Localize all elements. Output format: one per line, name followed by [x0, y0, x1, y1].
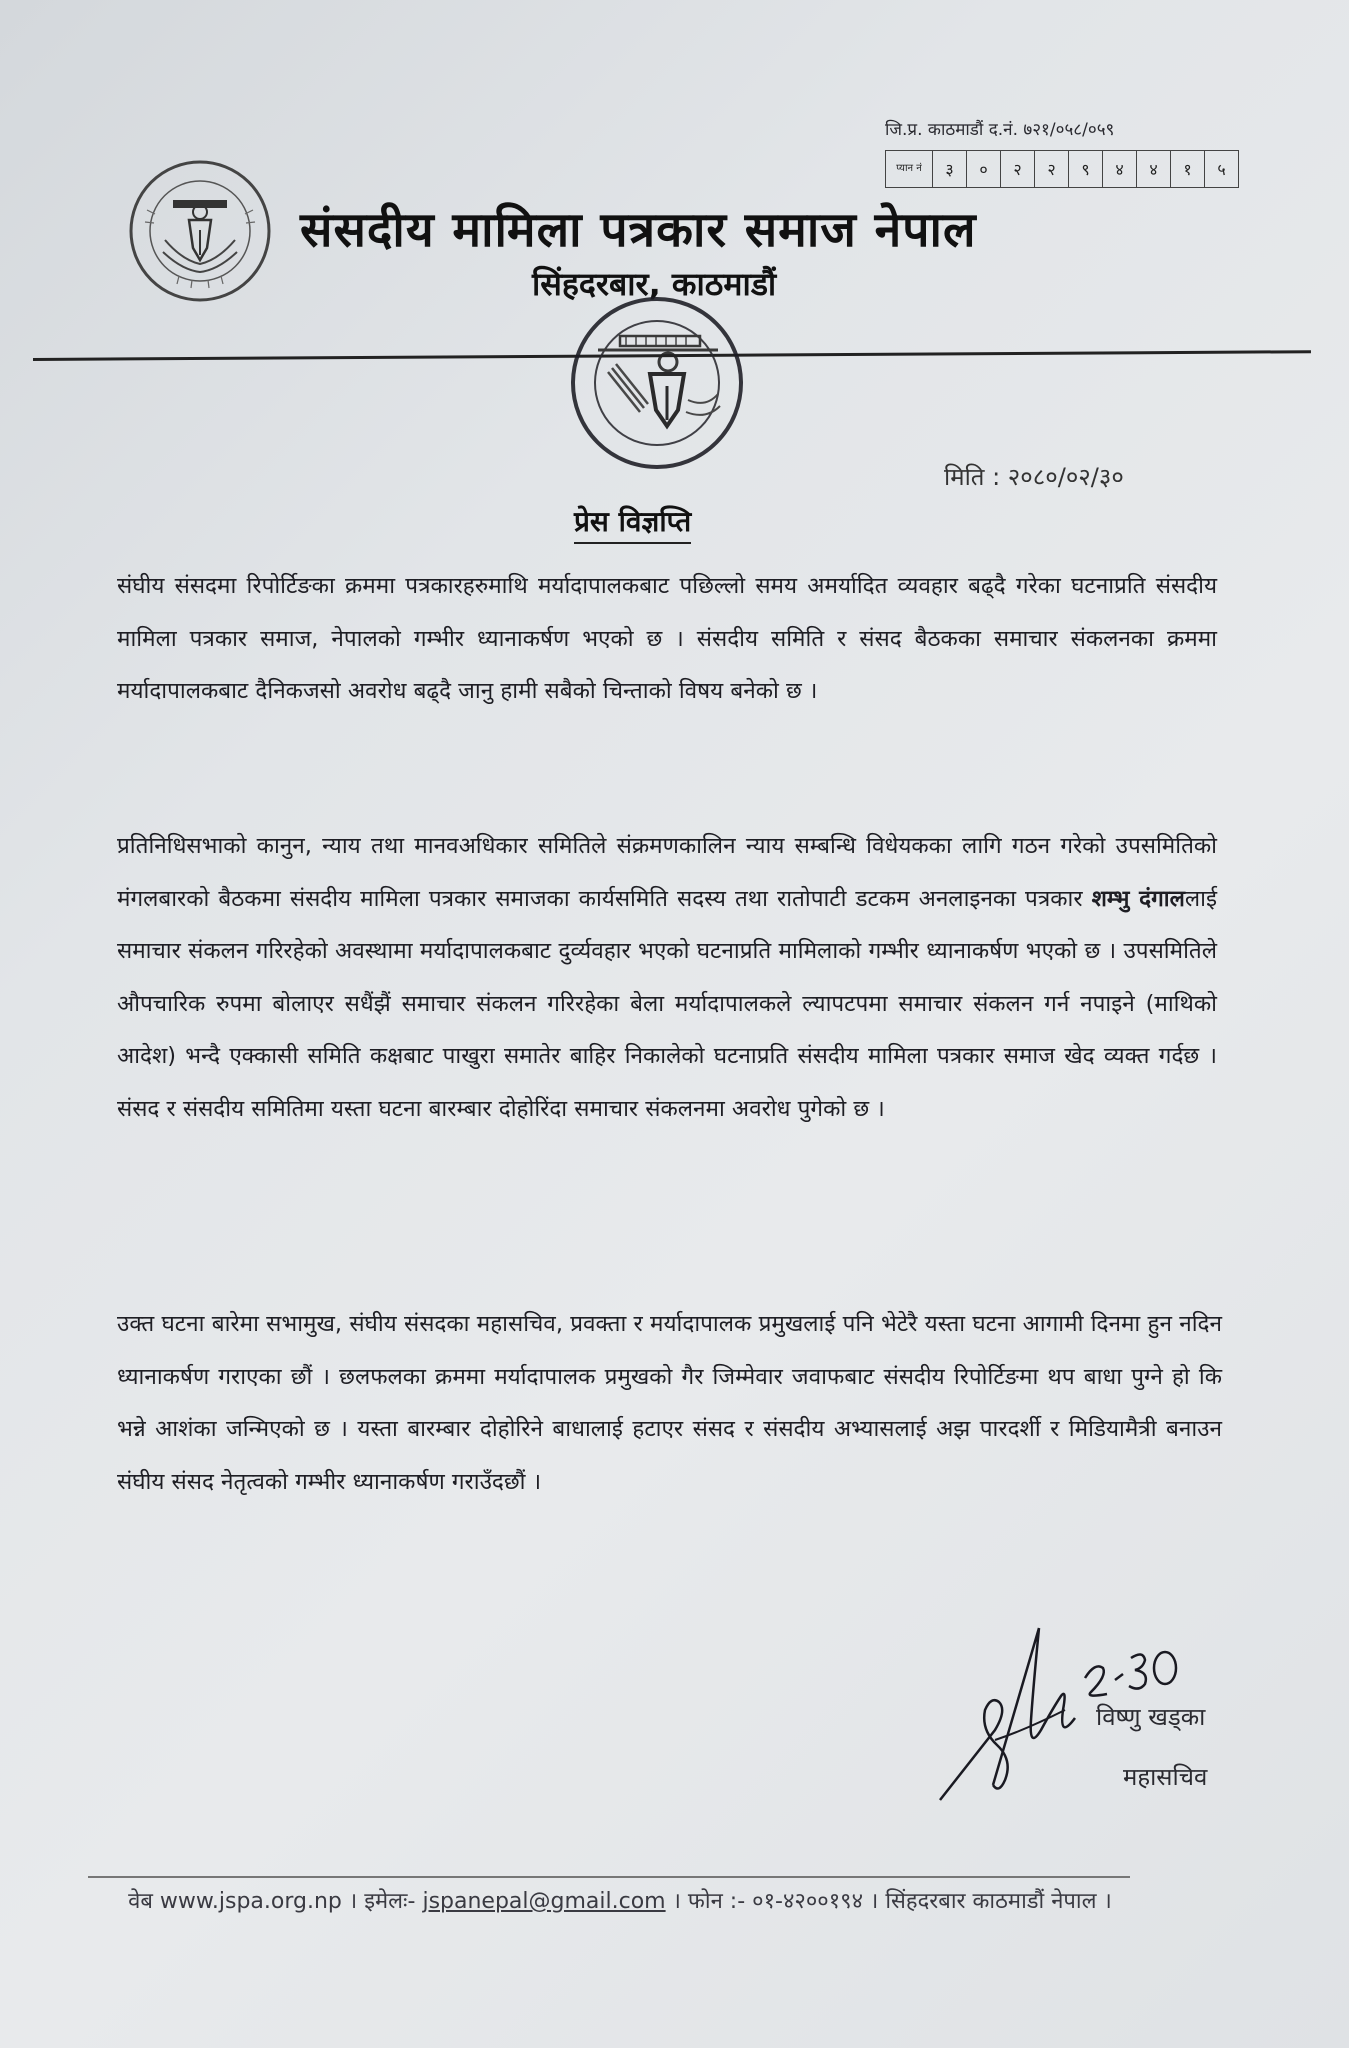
- pan-digit: ०: [966, 151, 1000, 187]
- paragraph-2-text-a: प्रतिनिधिसभाको कानुन, न्याय तथा मानवअधिकार समितिले संक्रमणकालिन न्याय सम्बन्धि विधेयकका लागि गठन गरेको उपसमितिको मंगलबारको बैठकमा संसदीय मामिला पत्रकार समाजका कार्यसमिति सदस्य तथा रातोपाटी डटकम अनलाइनका पत्रकार: [117, 833, 1217, 912]
- pan-digit: ५: [1204, 151, 1238, 187]
- body-paragraph-1: संघीय संसदमा रिपोर्टिङका क्रममा पत्रकारहरुमाथि मर्यादापालकबाट पछिल्लो समय अमर्यादित व्यवहार बढ्दै गरेका घटनाप्रति संसदीय मामिला पत्रकार समाज, नेपालको गम्भीर ध्यानाकर्षण भएको छ । संसदीय समिति र संसद बैठकका समाचार संकलनका क्रममा मर्यादापालकबाट दैनिकजसो अवरोध बढ्दै जानु हामी सबैको चिन्ताको विषय बनेको छ ।: [117, 573, 1217, 704]
- body-paragraph-2: [117, 820, 1217, 1135]
- press-release-heading: प्रेस विज्ञप्ति: [574, 502, 691, 544]
- pan-digit: १: [1170, 151, 1204, 187]
- pan-number-box: [885, 150, 1239, 188]
- organization-name: संसदीय मामिला पत्रकार समाज नेपाल: [300, 202, 977, 258]
- pan-digit: २: [1000, 151, 1034, 187]
- footer-divider: [88, 1876, 1130, 1878]
- signatory-title: महासचिव: [1123, 1763, 1208, 1791]
- pan-digit: ४: [1136, 151, 1170, 187]
- paragraph-2-text-b: लाई समाचार संकलन गरिरहेको अवस्थामा मर्यादापालकबाट दुर्व्यवहार भएको घटनाप्रति मामिलाको गम्भीर ध्यानाकर्षण भएको छ । उपसमितिले औपचारिक रुपमा बोलाएर सधैंझैं समाचार संकलन गरिरहेका बेला मर्यादापालकले ल्यापटपमा समाचार संकलन गर्न नपाइने (माथिको आदेश) भन्दै एक्कासी समिति कक्षबाट पाखुरा समातेर बाहिर निकालेको घटनाप्रति संसदीय मामिला पत्रकार समाज खेद व्यक्त गर्दछ । संसद र संसदीय समितिमा यस्ता घटना बारम्बार दोहोरिंदा समाचार संकलनमा अवरोध पुगेको छ ।: [117, 885, 1218, 1122]
- footer-website: वेब www.jspa.org.np । इमेलः-: [128, 1889, 423, 1914]
- pen-nib-emblem-icon: [127, 160, 273, 302]
- registration-number: जि.प्र. काठमाडौं द.नं. ७२१/०५८/०५९: [885, 120, 1115, 140]
- pan-digit: ३: [932, 151, 966, 187]
- office-seal-stamp-icon: [568, 290, 746, 476]
- pan-digit: २: [1034, 151, 1068, 187]
- footer-phone-address: । फोन :- ०१-४२००१९४ । सिंहदरबार काठमाडौं नेपाल ।: [665, 1889, 1112, 1914]
- signatory-name: विष्णु खड्का: [1096, 1703, 1206, 1731]
- release-date: मिति : २०८०/०२/३०: [944, 463, 1124, 491]
- pan-digit: ४: [1102, 151, 1136, 187]
- pan-label: प्यान नं: [896, 163, 922, 174]
- body-paragraph-3: उक्त घटना बारेमा सभामुख, संघीय संसदका महासचिव, प्रवक्ता र मर्यादापालक प्रमुखलाई पनि भेटेरै यस्ता घटना आगामी दिनमा हुन नदिन ध्यानाकर्षण गराएका छौं । छलफलका क्रममा मर्यादापालक प्रमुखको गैर जिम्मेवार जवाफबाट संसदीय रिपोर्टिङमा थप बाधा पुग्ने हो कि भन्ने आशंका जन्मिएको छ । यस्ता बारम्बार दोहोरिने बाधालाई हटाएर संसद र संसदीय अभ्यासलाई अझ पारदर्शी र मिडियामैत्री बनाउन संघीय संसद नेतृत्वको गम्भीर ध्यानाकर्षण गराउँदछौं ।: [117, 1311, 1222, 1495]
- pan-digit: ९: [1068, 151, 1102, 187]
- footer-contact: [120, 1886, 1120, 1918]
- organization-address: सिंहदरबार, काठमाडौं: [532, 265, 777, 303]
- journalist-name: शम्भु दंगाल: [1091, 885, 1185, 912]
- footer-email-link[interactable]: jspanepal@gmail.com: [422, 1889, 666, 1914]
